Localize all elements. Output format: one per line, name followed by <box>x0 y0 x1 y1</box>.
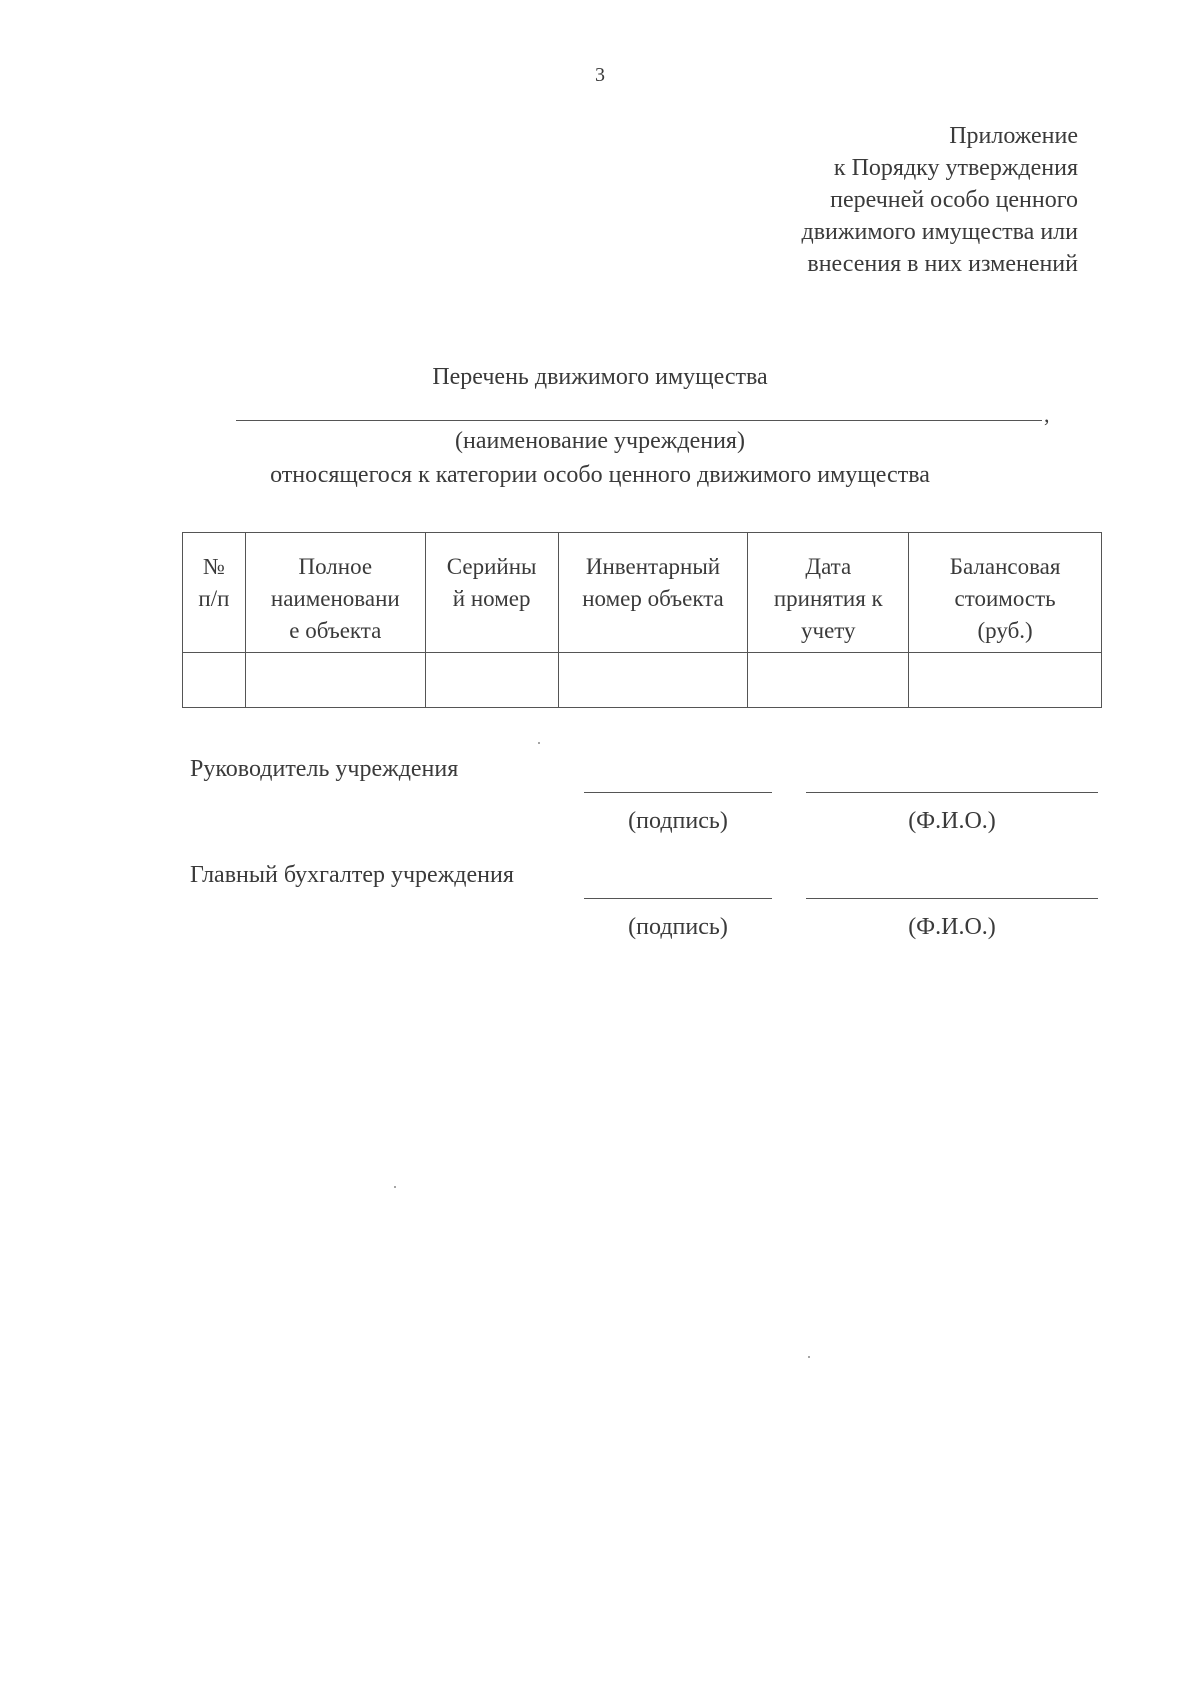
header-line: Инвентарный <box>585 554 721 579</box>
scan-speck <box>808 1356 810 1358</box>
header-line: Полное <box>298 554 373 579</box>
accountant-name-caption: (Ф.И.О.) <box>908 914 996 940</box>
table-row <box>183 653 1102 708</box>
header-line: Дата <box>805 554 852 579</box>
header-full-name <box>245 533 425 653</box>
header-line: е объекта <box>289 618 382 643</box>
header-serial-number <box>425 533 558 653</box>
header-line: й номер <box>452 586 531 611</box>
document-title: Перечень движимого имущества <box>432 364 768 390</box>
scan-speck <box>538 742 540 744</box>
scan-speck <box>394 1186 396 1188</box>
header-line: № <box>202 554 225 579</box>
header-book-value <box>909 533 1102 653</box>
accountant-name-line <box>806 898 1098 899</box>
head-of-institution-label: Руководитель учреждения <box>190 756 459 782</box>
table-cell <box>245 653 425 708</box>
table-cell <box>909 653 1102 708</box>
page-number: 3 <box>595 64 605 86</box>
head-name-caption: (Ф.И.О.) <box>908 808 996 834</box>
appendix-line: Приложение <box>949 123 1078 149</box>
table-header-row <box>183 533 1102 653</box>
header-line: п/п <box>198 586 230 611</box>
header-line: Балансовая <box>949 554 1061 579</box>
header-line: наименовани <box>270 586 400 611</box>
appendix-block <box>802 120 1078 280</box>
table-cell <box>748 653 909 708</box>
accountant-signature-caption: (подпись) <box>628 914 728 940</box>
head-signature-line <box>584 792 772 793</box>
appendix-line: к Порядку утверждения <box>833 155 1078 181</box>
head-signature-caption: (подпись) <box>628 808 728 834</box>
header-inventory-number <box>558 533 748 653</box>
appendix-line: движимого имущества или <box>801 219 1078 245</box>
header-line: стоимость <box>954 586 1056 611</box>
header-line: учету <box>801 618 856 643</box>
property-table <box>182 532 1102 708</box>
header-line: принятия к <box>773 586 883 611</box>
header-line: Серийны <box>446 554 537 579</box>
header-line: номер объекта <box>582 586 724 611</box>
header-line: (руб.) <box>977 618 1033 643</box>
head-name-line <box>806 792 1098 793</box>
header-number <box>183 533 246 653</box>
appendix-line: внесения в них изменений <box>807 251 1078 277</box>
category-text: относящегося к категории особо ценного движимого имущества <box>270 462 930 488</box>
institution-name-caption: (наименование учреждения) <box>455 428 745 454</box>
institution-name-line <box>236 420 1042 421</box>
table-cell <box>425 653 558 708</box>
accountant-signature-line <box>584 898 772 899</box>
table-cell <box>558 653 748 708</box>
chief-accountant-label: Главный бухгалтер учреждения <box>190 862 514 888</box>
table-cell <box>183 653 246 708</box>
header-accounting-date <box>748 533 909 653</box>
appendix-line: перечней особо ценного <box>830 187 1078 213</box>
name-comma: , <box>1044 402 1050 427</box>
